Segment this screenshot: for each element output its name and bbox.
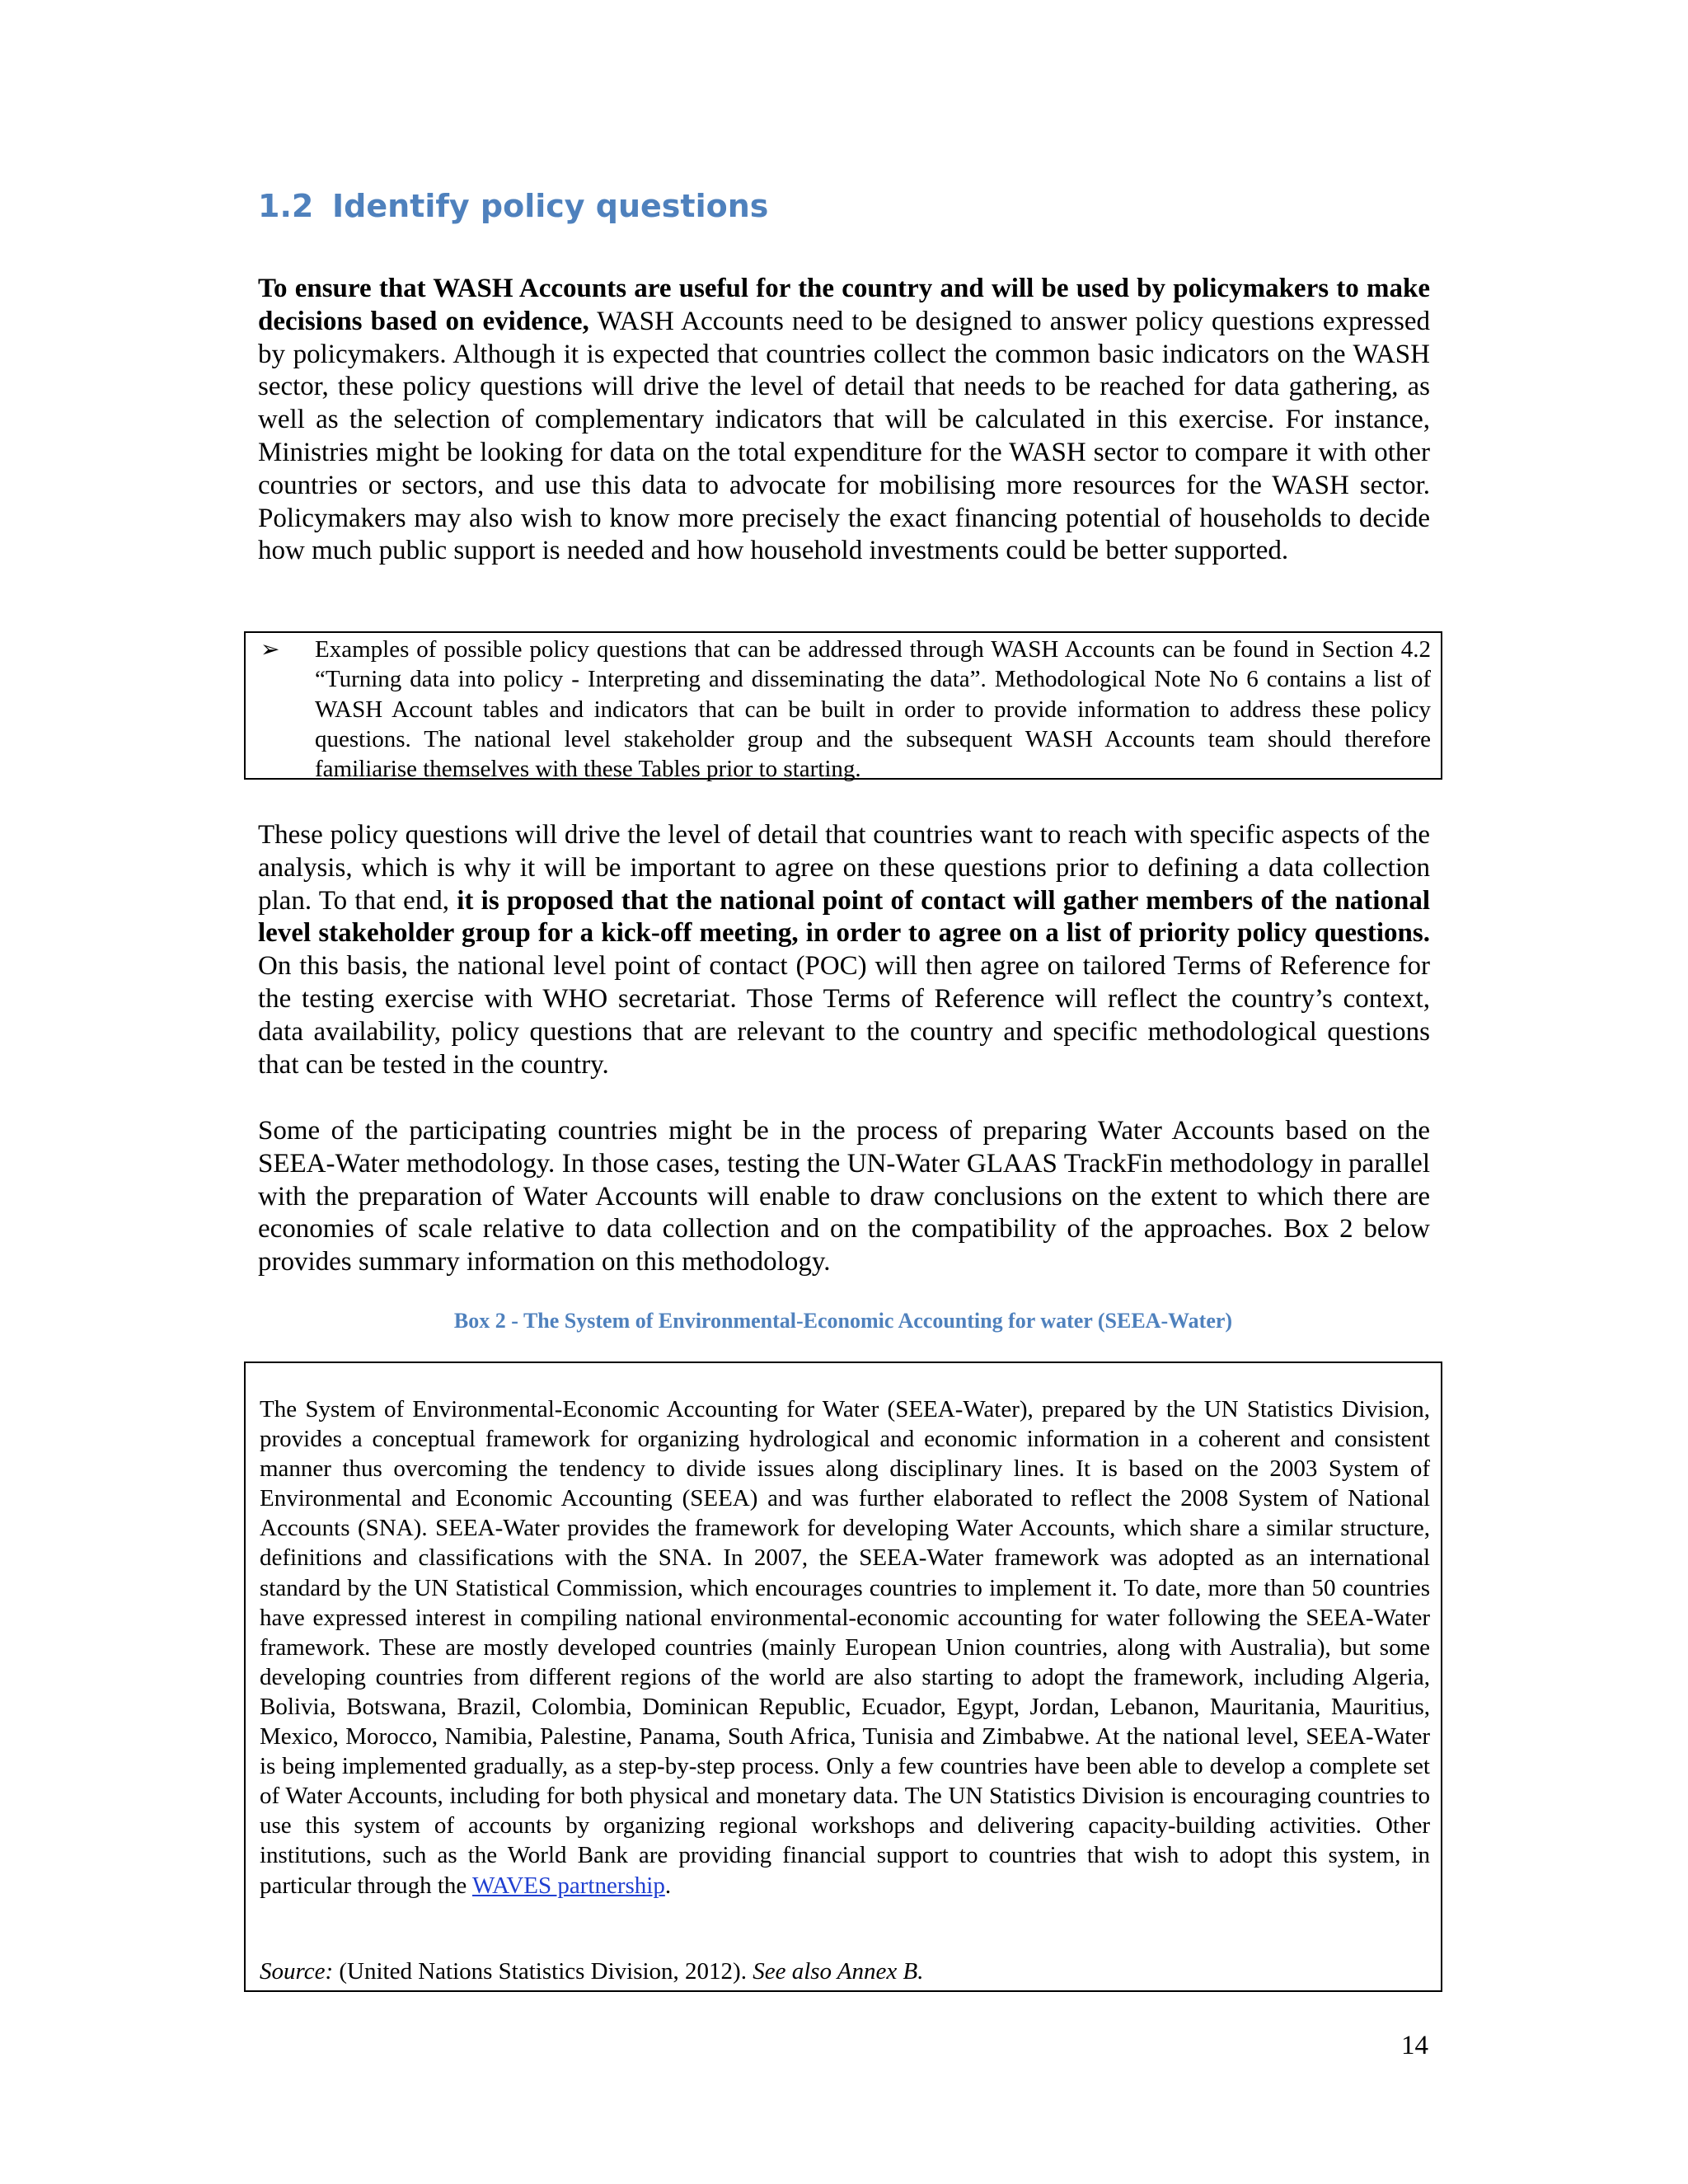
para2-text-a: These policy questions will drive the level of detail that countries want to reach with specific aspects of the analysis, which is why it will be important to agree on these questions prior to defining a data collection plan. To that end, [258,820,1430,916]
box-caption: Box 2 - The System of Environmental-Economic Accounting for water (SEEA-Water) [453,1309,1233,1333]
seea-box-text [260,1394,1430,1900]
section-heading [258,185,768,227]
page-number: 14 [1401,2031,1428,2060]
see-also-text: See also Annex B. [753,1958,924,1985]
policy-questions-paragraph [258,819,1430,1081]
intro-paragraph [258,273,1430,568]
intro-bold-lead: To ensure that WASH Accounts are useful for the country and will be used by policymakers to make decisions based on evidence, [258,274,1430,336]
seea-source-line [260,1957,923,1986]
para3-text: Some of the participating countries might be in the process of preparing Water Accounts based on the SEEA-Water methodology. In those cases, testing the UN-Water GLAAS TrackFin methodology in parallel with the preparation of Water Accounts will enable to draw conclusions on the extent to which there are economies of scale relative to data collection and on the compatibility of the approaches. Box 2 below provides summary information on this methodology. [258,1116,1430,1277]
para2-text-b: On this basis, the national level point of contact (POC) will then agree on tailored Terms of Reference for the testing exercise with WHO secretariat. Those Terms of Reference will reflect the country’s context, data availability, policy questions that are relevant to the country and specific methodological questions that can be tested in the country. [258,951,1430,1080]
source-label: Source: [260,1958,334,1985]
waves-partnership-link[interactable]: WAVES partnership [471,1872,665,1899]
note-box [244,631,1442,783]
note-text: Examples of possible policy questions that can be addressed through WASH Accounts can be found in Section 4.2 “Turning data into policy - Interpreting and disseminating the data”. Methodological Note No 6 contains a list of WASH Account tables and indicators that can be built in order to provide information to address these policy questions. The national level stakeholder group and the subsequent WASH Accounts team should therefore familiarise themselves with these Tables prior to starting. [315,636,1431,783]
source-text: (United Nations Statistics Division, 2012). [333,1958,753,1985]
intro-text: WASH Accounts need to be designed to answer policy questions expressed by policymakers. Although it is expected that countries collect the common basic indicators on the WASH sector, these policy questions will drive the level of detail that needs to be reached for data gathering, as well as the selection of complementary indicators that will be calculated in this exercise. For instance, Ministries might be looking for data on the total expenditure for the WASH sector to compare it with other countries or sectors, and use this data to advocate for mobilising more resources for the WASH sector. Policymakers may also wish to know more precisely the exact financing potential of households to decide how much public support is needed and how household investments could be better supported. [258,306,1430,566]
seea-body-text: The System of Environmental-Economic Accounting for Water (SEEA-Water), prepared by the UN Statistics Division, provides a conceptual framework for organizing hydrological and economic information in a coherent and consistent manner thus overcoming the tendency to divide issues along disciplinary lines. It is based on the 2003 System of Environmental and Economic Accounting (SEEA) and was further elaborated to reflect the 2008 System of National Accounts (SNA). SEEA-Water provides the framework for developing Water Accounts, which share a similar structure, definitions and classifications with the SNA. In 2007, the SEEA-Water framework was adopted as an international standard by the UN Statistical Commission, which encourages countries to implement it. To date, more than 50 countries have expressed interest in compiling national environmental-economic accounting for water following the SEEA-Water framework. These are mostly developed countries (mainly European Union countries, along with Australia), but some developing countries from different regions of the world are also starting to adopt the framework, including Algeria, Bolivia, Botswana, Brazil, Colombia, Dominican Republic, Ecuador, Egypt, Jordan, Lebanon, Mauritania, Mauritius, Mexico, Morocco, Namibia, Palestine, Panama, South Africa, Tunisia and Zimbabwe. At the national level, SEEA-Water is being implemented gradually, as a step-by-step process. Only a few countries have been able to develop a complete set of Water Accounts, including for both physical and monetary data. The UN Statistics Division is encouraging countries to use this system of accounts by organizing regional workshops and delivering capacity-building activities. Other institutions, such as the World Bank are providing financial support to countries that wish to adopt this system, in particular through the [260,1396,1430,1899]
arrowhead-bullet-icon: ➢ [260,635,280,663]
seea-text-end: . [664,1872,672,1899]
seea-intro-paragraph [258,1115,1430,1279]
seea-box [244,1361,1442,1992]
para2-bold: it is proposed that the national point of contact will gather members of the national level stakeholder group for a kick-off meeting, in order to agree on a list of priority policy questions. [258,885,1430,949]
section-number: 1.2 [258,188,314,224]
section-title: Identify policy questions [332,188,769,224]
